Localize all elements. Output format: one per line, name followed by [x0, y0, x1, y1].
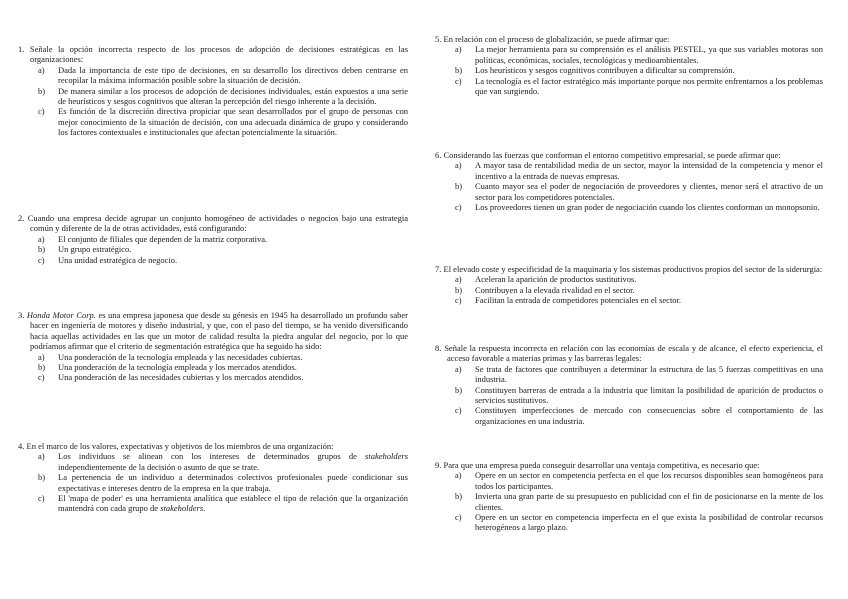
question-text: El elevado coste y especificidad de la maquinaria y los sistemas productivos propios del sector de la siderurgia:: [443, 264, 823, 274]
option-label: c): [38, 254, 45, 265]
option-text: Los heurísticos y sesgos cognitivos contribuyen a dificultar su comprensión.: [475, 65, 735, 76]
question-stem: [435, 150, 823, 160]
option-label: a): [455, 160, 462, 171]
option-a: [18, 65, 408, 86]
question-number: 4.: [18, 441, 25, 451]
option-text: Los individuos se alinean con los intereses de determinados grupos de: [58, 451, 366, 462]
option-text: Constituyen barreras de entrada a la industria que limitan la posibilidad de aparición de productos o servicios sustitutivos.: [475, 384, 823, 406]
option-text: Opere en un sector en competencia imperfecta en el que exista la posibilidad de controlar recursos heterogéneos a largo plazo.: [475, 512, 823, 533]
option-text: Una ponderación de la tecnología empleada y los mercados atendidos.: [58, 362, 297, 373]
option-text: La mejor herramienta para su comprensión es el análisis PESTEL, ya que sus variables motoras son políticas, económicas, sociales, tecnológicas y medioambientales.: [475, 44, 823, 65]
option-text: El 'mapa de poder' es una herramienta analítica que establece el tipo de relación que la organización mantendrá con cada grupo de: [58, 493, 408, 514]
option-b: [435, 385, 823, 406]
option-text: Aceleran la aparición de productos sustitutivos.: [475, 274, 637, 285]
option-label: c): [38, 106, 45, 117]
question-stem: [18, 44, 408, 65]
question-4: [18, 441, 408, 514]
option-a: [435, 160, 823, 181]
question-5: [435, 34, 823, 96]
option-label: b): [38, 85, 46, 96]
option-label: a): [455, 274, 462, 285]
question-stem: [18, 213, 408, 234]
option-label: b): [455, 181, 463, 192]
option-text: Contribuyen a la elevada rivalidad en el sector.: [475, 284, 635, 295]
question-number: 1.: [18, 44, 25, 54]
option-label: a): [38, 351, 45, 362]
question-stem: [435, 460, 823, 470]
question-text: Señale la respuesta incorrecta en relación con las economías de escala y de alcance, el efecto experiencia, el acceso favorable a materias primas y las barreras legales:: [444, 343, 824, 364]
option-text: Los proveedores tienen un gran poder de negociación cuando los clientes conforman un monopsonio.: [475, 202, 820, 213]
question-text: Para que una empresa pueda conseguir desarrollar una ventaja competitiva, es necesario que:: [443, 460, 760, 470]
option-text: De manera similar a los procesos de adopción de decisiones individuales, están expuestos a una serie de heurísticos y sesgos cognitivos que alteran la percepción del riesgo inherente a la decisión.: [58, 85, 408, 107]
option-a: [18, 352, 408, 362]
option-label: c): [455, 295, 462, 306]
option-c: [435, 76, 823, 97]
option-text: La tecnología es el factor estratégico más importante porque nos permite enfrentarnos a los problemas que van surgiendo.: [475, 75, 823, 97]
option-a: [18, 234, 408, 244]
option-text: Una unidad estratégica de negocio.: [58, 254, 178, 265]
option-label: c): [38, 493, 45, 504]
option-c: [435, 405, 823, 426]
option-b: [435, 285, 823, 295]
option-a: [435, 274, 823, 284]
question-7: [435, 264, 823, 306]
option-text: La pertenencia de un individuo a determinados colectivos profesionales puede condicionar sus expectativas e intereses dentro de la empresa en la que trabaja.: [58, 472, 408, 493]
option-text: Dada la importancia de este tipo de decisiones, en su desarrollo los directivos deben centrarse en recopilar la máxima información posible sobre la situación de decisión.: [58, 64, 408, 86]
option-text: Facilitan la entrada de competidores potenciales en el sector.: [475, 295, 682, 306]
question-text: En el marco de los valores, expectativas y objetivos de los miembros de una organización:: [26, 441, 334, 451]
option-c: [435, 295, 823, 305]
option-b: [18, 472, 408, 493]
option-c: [18, 106, 408, 137]
option-a: [18, 451, 408, 472]
option-label: c): [38, 372, 45, 383]
option-text: Una ponderación de la tecnología empleada y las necesidades cubiertas.: [58, 351, 303, 362]
option-text-italic: stakeholders: [160, 503, 204, 514]
option-text: A mayor tasa de rentabilidad media de un sector, mayor la intensidad de la competencia y menor el incentivo a la entrada de nuevas empresas.: [475, 160, 823, 181]
question-number: 8.: [435, 343, 442, 353]
option-c: [18, 493, 408, 514]
question-number: 3.: [18, 310, 25, 320]
option-text: Se trata de factores que contribuyen a determinar la estructura de las 5 fuerzas competitivas en una industria.: [475, 363, 823, 385]
option-label: a): [455, 470, 462, 481]
option-c: [435, 512, 823, 533]
option-c: [18, 255, 408, 265]
option-label: a): [38, 233, 45, 244]
question-stem: [18, 310, 408, 352]
question-number: 2.: [18, 213, 25, 223]
option-a: [435, 44, 823, 65]
option-label: b): [455, 384, 463, 395]
option-text: .: [203, 503, 206, 514]
question-number: 7.: [435, 264, 442, 274]
option-c: [18, 372, 408, 382]
question-text: En relación con el proceso de globalización, se puede afirmar que:: [443, 34, 670, 44]
question-number: 9.: [435, 460, 442, 470]
option-text: Una ponderación de las necesidades cubiertas y los mercados atendidos.: [58, 372, 304, 383]
option-b: [18, 362, 408, 372]
option-b: [18, 244, 408, 254]
option-label: b): [38, 244, 46, 255]
option-label: b): [38, 362, 46, 373]
question-8: [435, 343, 823, 426]
option-label: b): [38, 472, 46, 483]
question-1: [18, 44, 408, 138]
option-label: a): [38, 64, 45, 75]
option-text: Es función de la discreción directiva propiciar que sean desarrollados por el grupo de personas con mejor conocimiento de la situación de decisión, con una adecuada dinámica de grupo y considerando los factores contextuales e institucionales que afectan potencialmente la situación.: [58, 106, 408, 138]
question-2: [18, 213, 408, 265]
question-number: 6.: [435, 150, 442, 160]
option-label: c): [455, 75, 462, 86]
option-text: Constituyen imperfecciones de mercado con consecuencias sobre el comportamiento de las organizaciones en una industria.: [475, 405, 823, 426]
question-9: [435, 460, 823, 533]
option-label: a): [38, 451, 45, 462]
option-label: b): [455, 284, 463, 295]
option-text: El conjunto de filiales que dependen de la matriz corporativa.: [58, 233, 268, 244]
question-text: es una empresa japonesa que desde su génesis en 1945 ha desarrollado un profundo saber hacer en ingeniería de motores y diseño industrial, y que, con el paso del tiempo, se ha venido diversificando hacia aquellas actividades en las que un motor de calidad resulta la piedra angular del negocio, por lo que podríamos afirmar que el criterio de segmentación estratégica que ha seguido ha sido:: [30, 310, 408, 352]
option-text-italic: stakeholders: [365, 451, 408, 462]
question-3: [18, 310, 408, 383]
question-stem: [435, 264, 823, 274]
question-number: 5.: [435, 34, 442, 44]
option-label: a): [455, 44, 462, 55]
option-b: [435, 491, 823, 512]
option-b: [435, 65, 823, 75]
option-label: b): [455, 65, 463, 76]
option-label: c): [455, 202, 462, 213]
option-a: [435, 364, 823, 385]
question-text: Señale la opción incorrecta respecto de los procesos de adopción de decisiones estratégicas en las organizaciones:: [29, 44, 408, 65]
option-text: independientemente de la decisión o asunto de que se trate.: [58, 461, 260, 472]
option-label: a): [455, 363, 462, 374]
option-b: [18, 86, 408, 107]
option-label: c): [455, 512, 462, 523]
option-b: [435, 181, 823, 202]
question-stem: [435, 343, 823, 364]
option-text: Un grupo estratégico.: [58, 244, 132, 255]
question-stem: [18, 441, 408, 451]
question-text: Cuando una empresa decide agrupar un conjunto homogéneo de actividades o negocios bajo una estrategia común y diferente de la de otras actividades, está configurando:: [27, 213, 409, 234]
question-text: Considerando las fuerzas que conforman el entorno competitivo empresarial, se puede afirmar que:: [443, 150, 781, 160]
company-name: Honda Motor Corp.: [26, 310, 96, 320]
option-text: Cuanto mayor sea el poder de negociación de proveedores y clientes, menor será el atractivo de un sector para los competidores potenciales.: [475, 181, 823, 202]
option-label: c): [455, 405, 462, 416]
option-c: [435, 202, 823, 212]
option-text: Opere en un sector en competencia perfecta en el que los recursos disponibles sean homogéneos para todos los participantes.: [475, 470, 823, 491]
option-label: b): [455, 491, 463, 502]
question-6: [435, 150, 823, 212]
question-stem: [435, 34, 823, 44]
option-a: [435, 470, 823, 491]
option-text: Invierta una gran parte de su presupuesto en publicidad con el fin de posicionarse en la mente de los clientes.: [475, 491, 823, 512]
